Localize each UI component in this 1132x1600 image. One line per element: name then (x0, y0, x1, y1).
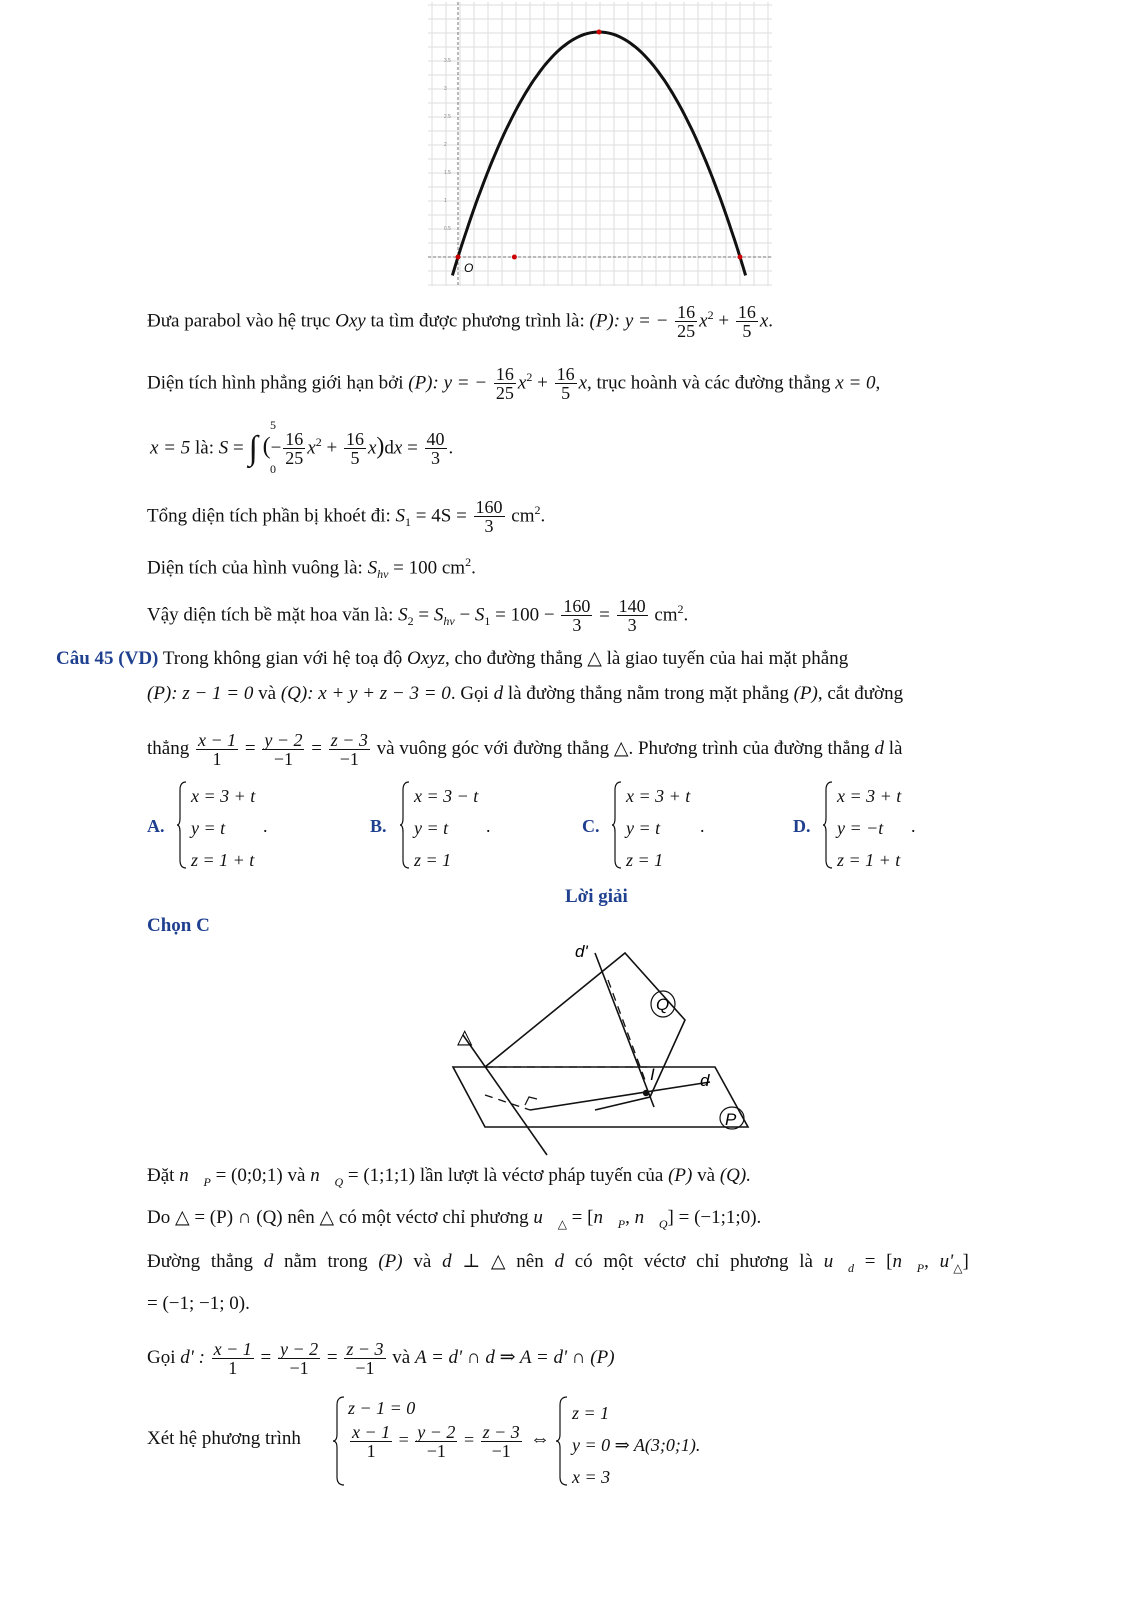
y-tick-label: 2 (444, 142, 447, 148)
line-d (530, 1082, 710, 1110)
pattern-area-line: Vậy diện tích bề mặt hoa văn là: $S_2 = S_{hv} - S_1 = 100$ − $\frac{160}{3}$ = $\frac{140}{3}$ $cm^2$. (147, 596, 689, 636)
graph-grid (428, 2, 772, 286)
option-c[interactable]: C. x = 3 + t y = t z = 1 . (582, 780, 732, 880)
equivalence-symbol: ⇔ (530, 1428, 550, 1450)
label-delta: △ (457, 1024, 473, 1048)
y-tick-label: 3 (444, 86, 447, 92)
plane-Q (485, 953, 685, 1110)
label-Q: Q (656, 995, 670, 1014)
brace-icon (333, 1395, 345, 1487)
graph-point (512, 255, 517, 260)
graph-point (597, 30, 602, 35)
label-P: P (725, 1110, 737, 1129)
line-delta (463, 1035, 547, 1155)
solution-line4: = (−1; −1; 0). (147, 1293, 250, 1314)
question-45-line3: thẳng $\frac{x - 1}{1}$ = $\frac{y - 2}{-1}$ = $\frac{z - 3}{-1}$ và vuông góc với đường thẳng △. Phương trình của đường thẳng d là (147, 730, 903, 769)
system-right: z = 1 y = 0 ⇒ A(3;0;1). x = 3 (572, 1403, 701, 1487)
label-d: d (700, 1071, 710, 1090)
system-left: z − 1 = 0 $\frac{x - 1}{1}$ = $\frac{y - 2}{-1}$ = $\frac{z - 3}{-1}$ (348, 1398, 520, 1461)
parabola-graph (428, 2, 772, 286)
solution-line6-label: Xét hệ phương trình (147, 1428, 301, 1449)
origin-label: O (464, 261, 474, 275)
brace-icon (556, 1395, 568, 1487)
option-c-label: C. (582, 816, 600, 836)
parabola-curve (452, 32, 745, 275)
brace-icon (612, 780, 622, 870)
solution-line3: Đường thẳng d nằm trong (P) và d ⊥ △ nên d có một véctơ chỉ phương là $u⃗_d$ = [$n⃗_P$, $u'_\triangle$] (147, 1251, 969, 1275)
integral-line: x = 5 là: S = ∫ (− $\frac{16}{25}$ $x^2$ + $\frac{16}{5}$ x)dx = $\frac{40}{3}$ . (150, 429, 454, 469)
brace-icon (400, 780, 410, 870)
y-tick-label: 2.5 (444, 114, 451, 120)
question-45-line1: Câu 45 (VD) Trong không gian với hệ toạ độ Oxyz, cho đường thẳng △ là giao tuyến của hai mặt phẳng (56, 648, 849, 669)
solution-line1: Đặt $n⃗_P$ = (0;0;1) và $n⃗_Q$ = (1;1;1) lần lượt là véctơ pháp tuyến của (P) và (Q). (147, 1165, 751, 1189)
square-area-line: Diện tích của hình vuông là: $S_{hv} = 100$ $cm^2$. (147, 555, 476, 582)
y-tick-label: 1 (444, 198, 447, 204)
y-tick-label: 3.5 (444, 58, 451, 64)
brace-icon (177, 780, 187, 870)
option-b-label: B. (370, 816, 387, 836)
solution-heading: Lời giải (565, 886, 628, 907)
y-tick-label: 0.5 (444, 226, 451, 232)
parabola-equation-line: Đưa parabol vào hệ trục Oxy ta tìm được phương trình là: (P): y = − $\frac{16}{25}$ $x^2$ + $\frac{16}{5}$ x. (147, 302, 774, 342)
graph-point (738, 255, 743, 260)
planes-figure (445, 935, 765, 1160)
option-d-label: D. (793, 816, 811, 836)
point-A (643, 1090, 649, 1096)
label-I: I (650, 1065, 655, 1084)
option-d[interactable]: D. x = 3 + t y = −t z = 1 + t . (793, 780, 943, 880)
option-b[interactable]: B. x = 3 − t y = t z = 1 . (370, 780, 520, 880)
area-definition-line: Diện tích hình phẳng giới hạn bởi (P): y = − $\frac{16}{25}$ $x^2$ + $\frac{16}{5}$ x, trục hoành và các đường thẳng x = 0, (147, 364, 881, 404)
y-tick-label: 1.5 (444, 170, 451, 176)
solution-line5: Gọi d' : $\frac{x - 1}{1}$ = $\frac{y - 2}{-1}$ = $\frac{z - 3}{-1}$ và A = d' ∩ d ⇒ A = d' ∩ (P) (147, 1339, 615, 1378)
integral-upper-bound: 5 (270, 418, 276, 432)
removed-area-line: Tổng diện tích phần bị khoét đi: $S_1 = 4S$ = $\frac{160}{3}$ $cm^2$. (147, 497, 546, 537)
option-a[interactable]: A. x = 3 + t y = t z = 1 + t . (147, 780, 297, 880)
brace-icon (823, 780, 833, 870)
chosen-answer: Chọn C (147, 915, 210, 936)
option-a-label: A. (147, 816, 165, 836)
integral-lower-bound: 0 (270, 462, 276, 476)
graph-point (456, 255, 461, 260)
question-45-line2: (P): z − 1 = 0 và (Q): x + y + z − 3 = 0. Gọi d là đường thẳng nằm trong mặt phẳng (P), cắt đường (147, 683, 904, 704)
label-dprime: d' (575, 942, 588, 961)
solution-line2: Do △ = (P) ∩ (Q) nên △ có một véctơ chỉ phương $u⃗_\triangle$ = [$n⃗_P$, $n⃗_Q$] = (−1;1;0). (147, 1207, 762, 1231)
